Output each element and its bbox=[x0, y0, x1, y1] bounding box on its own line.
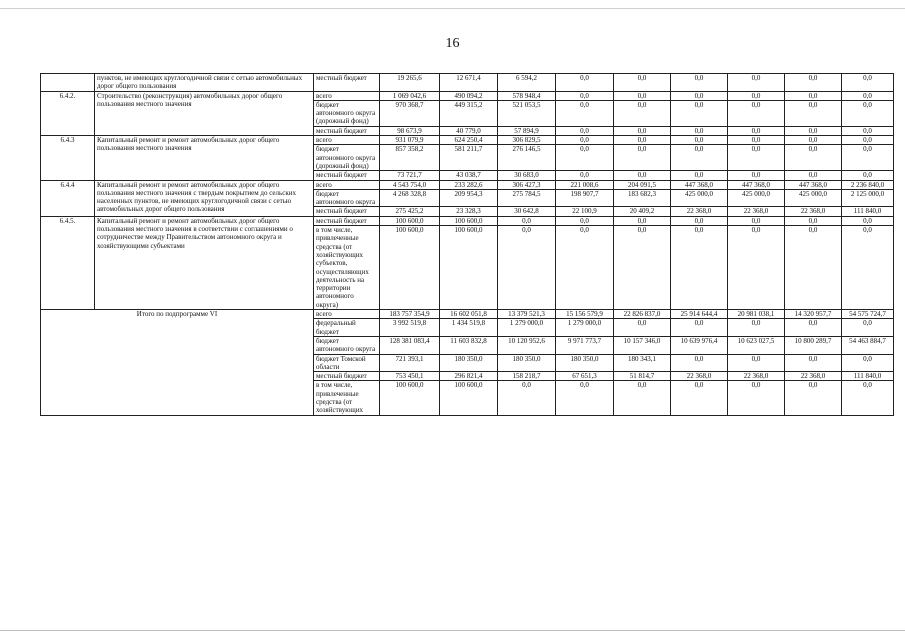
funding-source: местный бюджет bbox=[314, 216, 380, 225]
funding-source: местный бюджет bbox=[314, 372, 380, 381]
amount-cell: 0,0 bbox=[842, 216, 894, 225]
table-row bbox=[41, 310, 894, 319]
amount-cell: 0,0 bbox=[614, 319, 671, 337]
amount-cell: 0,0 bbox=[842, 74, 894, 92]
amount-cell: 6 594,2 bbox=[498, 74, 556, 92]
amount-cell: 0,0 bbox=[556, 91, 614, 100]
amount-cell: 4 543 754,0 bbox=[380, 180, 440, 189]
amount-cell: 158 218,7 bbox=[498, 372, 556, 381]
amount-cell: 624 250,4 bbox=[440, 136, 498, 145]
amount-cell: 857 358,2 bbox=[380, 145, 440, 171]
amount-cell: 296 821,4 bbox=[440, 372, 498, 381]
amount-cell: 0,0 bbox=[842, 319, 894, 337]
amount-cell: 0,0 bbox=[614, 381, 671, 415]
funding-source: всего bbox=[314, 136, 380, 145]
amount-cell: 0,0 bbox=[785, 354, 842, 372]
amount-cell: 100 600,0 bbox=[380, 226, 440, 310]
amount-cell: 425 000,0 bbox=[671, 189, 728, 207]
amount-cell: 30 642,8 bbox=[498, 207, 556, 216]
amount-cell: 111 840,0 bbox=[842, 372, 894, 381]
amount-cell: 578 948,4 bbox=[498, 91, 556, 100]
amount-cell: 198 907,7 bbox=[556, 189, 614, 207]
amount-cell: 180 350,0 bbox=[440, 354, 498, 372]
amount-cell: 0,0 bbox=[614, 216, 671, 225]
amount-cell: 100 600,0 bbox=[440, 381, 498, 415]
page-number: 16 bbox=[445, 36, 460, 51]
amount-cell: 0,0 bbox=[842, 145, 894, 171]
amount-cell: 0,0 bbox=[785, 136, 842, 145]
amount-cell: 1 279 000,0 bbox=[498, 319, 556, 337]
amount-cell: 25 914 644,4 bbox=[671, 310, 728, 319]
amount-cell: 11 603 832,8 bbox=[440, 336, 498, 354]
amount-cell: 0,0 bbox=[614, 100, 671, 126]
amount-cell: 0,0 bbox=[785, 145, 842, 171]
amount-cell: 0,0 bbox=[498, 216, 556, 225]
funding-source: местный бюджет bbox=[314, 207, 380, 216]
funding-source: бюджет автономного округа (дорожный фонд) bbox=[314, 100, 380, 126]
amount-cell: 10 120 952,6 bbox=[498, 336, 556, 354]
amount-cell: 16 602 051,8 bbox=[440, 310, 498, 319]
amount-cell: 0,0 bbox=[614, 136, 671, 145]
amount-cell: 180 350,0 bbox=[556, 354, 614, 372]
amount-cell: 2 236 840,0 bbox=[842, 180, 894, 189]
amount-cell: 449 315,2 bbox=[440, 100, 498, 126]
funding-source: всего bbox=[314, 91, 380, 100]
funding-source: бюджет автономного округа bbox=[314, 336, 380, 354]
amount-cell: 0,0 bbox=[785, 91, 842, 100]
amount-cell: 0,0 bbox=[671, 381, 728, 415]
amount-cell: 100 600,0 bbox=[380, 216, 440, 225]
funding-source: бюджет автономного округа bbox=[314, 189, 380, 207]
amount-cell: 20 409,2 bbox=[614, 207, 671, 216]
amount-cell: 0,0 bbox=[556, 381, 614, 415]
item-name: Капитальный ремонт и ремонт автомобильных дорог общего пользования местного значения с твердым покрытием до сельских населенных пунктов, не имеющих круглогодичной связи с сетью автомобильных дорог общего пользования bbox=[95, 180, 314, 216]
amount-cell: 10 800 289,7 bbox=[785, 336, 842, 354]
table-row bbox=[41, 136, 894, 145]
amount-cell: 0,0 bbox=[728, 74, 785, 92]
amount-cell: 0,0 bbox=[842, 354, 894, 372]
amount-cell: 19 265,6 bbox=[380, 74, 440, 92]
amount-cell: 2 125 000,0 bbox=[842, 189, 894, 207]
subtotal-label: Итого по подпрограмме VI bbox=[41, 310, 314, 416]
funding-source: федеральный бюджет bbox=[314, 319, 380, 337]
amount-cell: 0,0 bbox=[614, 226, 671, 310]
amount-cell: 22 368,0 bbox=[671, 207, 728, 216]
amount-cell: 0,0 bbox=[785, 126, 842, 135]
amount-cell: 447 368,0 bbox=[785, 180, 842, 189]
amount-cell: 3 992 519,8 bbox=[380, 319, 440, 337]
amount-cell: 0,0 bbox=[785, 319, 842, 337]
amount-cell: 1 434 519,8 bbox=[440, 319, 498, 337]
table-row bbox=[41, 180, 894, 189]
amount-cell: 54 463 884,7 bbox=[842, 336, 894, 354]
amount-cell: 0,0 bbox=[785, 171, 842, 180]
item-name: пунктов, не имеющих круглогодичной связи с сетью автомобильных дорог общего пользования bbox=[95, 74, 314, 92]
amount-cell: 306 427,3 bbox=[498, 180, 556, 189]
amount-cell: 0,0 bbox=[785, 74, 842, 92]
amount-cell: 0,0 bbox=[728, 216, 785, 225]
amount-cell: 15 156 579,9 bbox=[556, 310, 614, 319]
amount-cell: 209 954,3 bbox=[440, 189, 498, 207]
scan-edge-top bbox=[0, 8, 905, 9]
amount-cell: 0,0 bbox=[785, 216, 842, 225]
amount-cell: 1 069 042,6 bbox=[380, 91, 440, 100]
funding-source: бюджет автономного округа (дорожный фонд) bbox=[314, 145, 380, 171]
amount-cell: 0,0 bbox=[728, 381, 785, 415]
amount-cell: 0,0 bbox=[556, 126, 614, 135]
amount-cell: 753 450,1 bbox=[380, 372, 440, 381]
amount-cell: 970 368,7 bbox=[380, 100, 440, 126]
amount-cell: 12 671,4 bbox=[440, 74, 498, 92]
amount-cell: 0,0 bbox=[728, 100, 785, 126]
funding-source: в том числе, привлеченные средства (от хозяйствующих субъектов, осуществляющих деятельность на территории автономного округа) bbox=[314, 226, 380, 310]
scan-edge-bottom bbox=[0, 630, 905, 631]
amount-cell: 100 600,0 bbox=[380, 381, 440, 415]
amount-cell: 0,0 bbox=[671, 136, 728, 145]
table-row bbox=[41, 91, 894, 100]
amount-cell: 0,0 bbox=[671, 100, 728, 126]
amount-cell: 22 100,9 bbox=[556, 207, 614, 216]
amount-cell: 23 328,3 bbox=[440, 207, 498, 216]
amount-cell: 0,0 bbox=[728, 136, 785, 145]
item-name: Капитальный ремонт и ремонт автомобильных дорог общего пользования местного значения в соответствии с соглашениями о сотрудничестве между Правительством автономного округа и хозяйствующими субъектами bbox=[95, 216, 314, 309]
amount-cell: 0,0 bbox=[842, 126, 894, 135]
amount-cell: 0,0 bbox=[728, 319, 785, 337]
amount-cell: 0,0 bbox=[671, 126, 728, 135]
amount-cell: 0,0 bbox=[842, 226, 894, 310]
amount-cell: 0,0 bbox=[785, 100, 842, 126]
funding-source: местный бюджет bbox=[314, 126, 380, 135]
funding-source: всего bbox=[314, 180, 380, 189]
amount-cell: 306 829,5 bbox=[498, 136, 556, 145]
amount-cell: 180 350,0 bbox=[498, 354, 556, 372]
amount-cell: 183 757 354,9 bbox=[380, 310, 440, 319]
item-code: 6.4.4 bbox=[41, 180, 95, 216]
amount-cell: 22 368,0 bbox=[785, 207, 842, 216]
amount-cell: 22 368,0 bbox=[728, 372, 785, 381]
amount-cell: 111 840,0 bbox=[842, 207, 894, 216]
amount-cell: 425 000,0 bbox=[785, 189, 842, 207]
amount-cell: 0,0 bbox=[728, 91, 785, 100]
amount-cell: 0,0 bbox=[785, 226, 842, 310]
budget-table bbox=[40, 73, 894, 416]
amount-cell: 57 894,9 bbox=[498, 126, 556, 135]
funding-source: местный бюджет bbox=[314, 74, 380, 92]
funding-source: местный бюджет bbox=[314, 171, 380, 180]
amount-cell: 13 379 521,3 bbox=[498, 310, 556, 319]
amount-cell: 9 971 773,7 bbox=[556, 336, 614, 354]
amount-cell: 0,0 bbox=[785, 381, 842, 415]
amount-cell: 721 393,1 bbox=[380, 354, 440, 372]
amount-cell: 0,0 bbox=[671, 226, 728, 310]
amount-cell: 233 282,6 bbox=[440, 180, 498, 189]
amount-cell: 0,0 bbox=[556, 216, 614, 225]
funding-source: в том числе, привлеченные средства (от хозяйствующих bbox=[314, 381, 380, 415]
amount-cell: 0,0 bbox=[556, 136, 614, 145]
amount-cell: 22 368,0 bbox=[785, 372, 842, 381]
amount-cell: 22 368,0 bbox=[728, 207, 785, 216]
amount-cell: 0,0 bbox=[556, 145, 614, 171]
amount-cell: 0,0 bbox=[498, 381, 556, 415]
amount-cell: 20 981 038,1 bbox=[728, 310, 785, 319]
amount-cell: 22 826 837,0 bbox=[614, 310, 671, 319]
table-row bbox=[41, 74, 894, 92]
amount-cell: 100 600,0 bbox=[440, 216, 498, 225]
amount-cell: 0,0 bbox=[614, 126, 671, 135]
amount-cell: 447 368,0 bbox=[671, 180, 728, 189]
amount-cell: 275 784,5 bbox=[498, 189, 556, 207]
amount-cell: 0,0 bbox=[556, 226, 614, 310]
amount-cell: 0,0 bbox=[671, 145, 728, 171]
amount-cell: 51 814,7 bbox=[614, 372, 671, 381]
amount-cell: 54 575 724,7 bbox=[842, 310, 894, 319]
amount-cell: 180 343,1 bbox=[614, 354, 671, 372]
amount-cell: 0,0 bbox=[842, 381, 894, 415]
amount-cell: 0,0 bbox=[842, 136, 894, 145]
amount-cell: 67 651,3 bbox=[556, 372, 614, 381]
amount-cell: 100 600,0 bbox=[440, 226, 498, 310]
table-body bbox=[41, 74, 894, 416]
amount-cell: 0,0 bbox=[842, 100, 894, 126]
amount-cell: 0,0 bbox=[728, 171, 785, 180]
amount-cell: 0,0 bbox=[728, 145, 785, 171]
amount-cell: 425 000,0 bbox=[728, 189, 785, 207]
amount-cell: 10 623 027,5 bbox=[728, 336, 785, 354]
amount-cell: 183 682,3 bbox=[614, 189, 671, 207]
amount-cell: 276 146,5 bbox=[498, 145, 556, 171]
amount-cell: 0,0 bbox=[671, 319, 728, 337]
funding-source: всего bbox=[314, 310, 380, 319]
amount-cell: 40 779,0 bbox=[440, 126, 498, 135]
amount-cell: 128 381 083,4 bbox=[380, 336, 440, 354]
item-code: 6.4.5. bbox=[41, 216, 95, 309]
amount-cell: 14 320 957,7 bbox=[785, 310, 842, 319]
amount-cell: 10 157 346,0 bbox=[614, 336, 671, 354]
amount-cell: 10 639 976,4 bbox=[671, 336, 728, 354]
item-code: 6.4.3 bbox=[41, 136, 95, 180]
amount-cell: 0,0 bbox=[614, 74, 671, 92]
amount-cell: 0,0 bbox=[556, 100, 614, 126]
amount-cell: 22 368,0 bbox=[671, 372, 728, 381]
amount-cell: 275 425,2 bbox=[380, 207, 440, 216]
amount-cell: 0,0 bbox=[671, 74, 728, 92]
amount-cell: 0,0 bbox=[614, 171, 671, 180]
amount-cell: 0,0 bbox=[842, 91, 894, 100]
funding-source: бюджет Томской области bbox=[314, 354, 380, 372]
amount-cell: 0,0 bbox=[842, 171, 894, 180]
amount-cell: 0,0 bbox=[556, 171, 614, 180]
item-code: 6.4.2. bbox=[41, 91, 95, 135]
amount-cell: 447 368,0 bbox=[728, 180, 785, 189]
amount-cell: 0,0 bbox=[671, 91, 728, 100]
amount-cell: 204 091,5 bbox=[614, 180, 671, 189]
amount-cell: 4 268 328,8 bbox=[380, 189, 440, 207]
amount-cell: 581 211,7 bbox=[440, 145, 498, 171]
amount-cell: 490 094,2 bbox=[440, 91, 498, 100]
amount-cell: 0,0 bbox=[671, 354, 728, 372]
amount-cell: 0,0 bbox=[614, 145, 671, 171]
amount-cell: 0,0 bbox=[671, 216, 728, 225]
item-name: Строительство (реконструкция) автомобильных дорог общего пользования местного значения bbox=[95, 91, 314, 135]
item-name: Капитальный ремонт и ремонт автомобильных дорог общего пользования местного значения bbox=[95, 136, 314, 180]
amount-cell: 221 008,6 bbox=[556, 180, 614, 189]
amount-cell: 0,0 bbox=[728, 126, 785, 135]
amount-cell: 0,0 bbox=[498, 226, 556, 310]
amount-cell: 0,0 bbox=[671, 171, 728, 180]
amount-cell: 0,0 bbox=[556, 74, 614, 92]
amount-cell: 1 279 000,0 bbox=[556, 319, 614, 337]
amount-cell: 0,0 bbox=[614, 91, 671, 100]
table-row bbox=[41, 216, 894, 225]
amount-cell: 0,0 bbox=[728, 354, 785, 372]
amount-cell: 43 038,7 bbox=[440, 171, 498, 180]
amount-cell: 521 053,5 bbox=[498, 100, 556, 126]
amount-cell: 0,0 bbox=[728, 226, 785, 310]
amount-cell: 931 079,9 bbox=[380, 136, 440, 145]
amount-cell: 98 673,9 bbox=[380, 126, 440, 135]
amount-cell: 30 683,0 bbox=[498, 171, 556, 180]
item-code bbox=[41, 74, 95, 92]
amount-cell: 73 721,7 bbox=[380, 171, 440, 180]
